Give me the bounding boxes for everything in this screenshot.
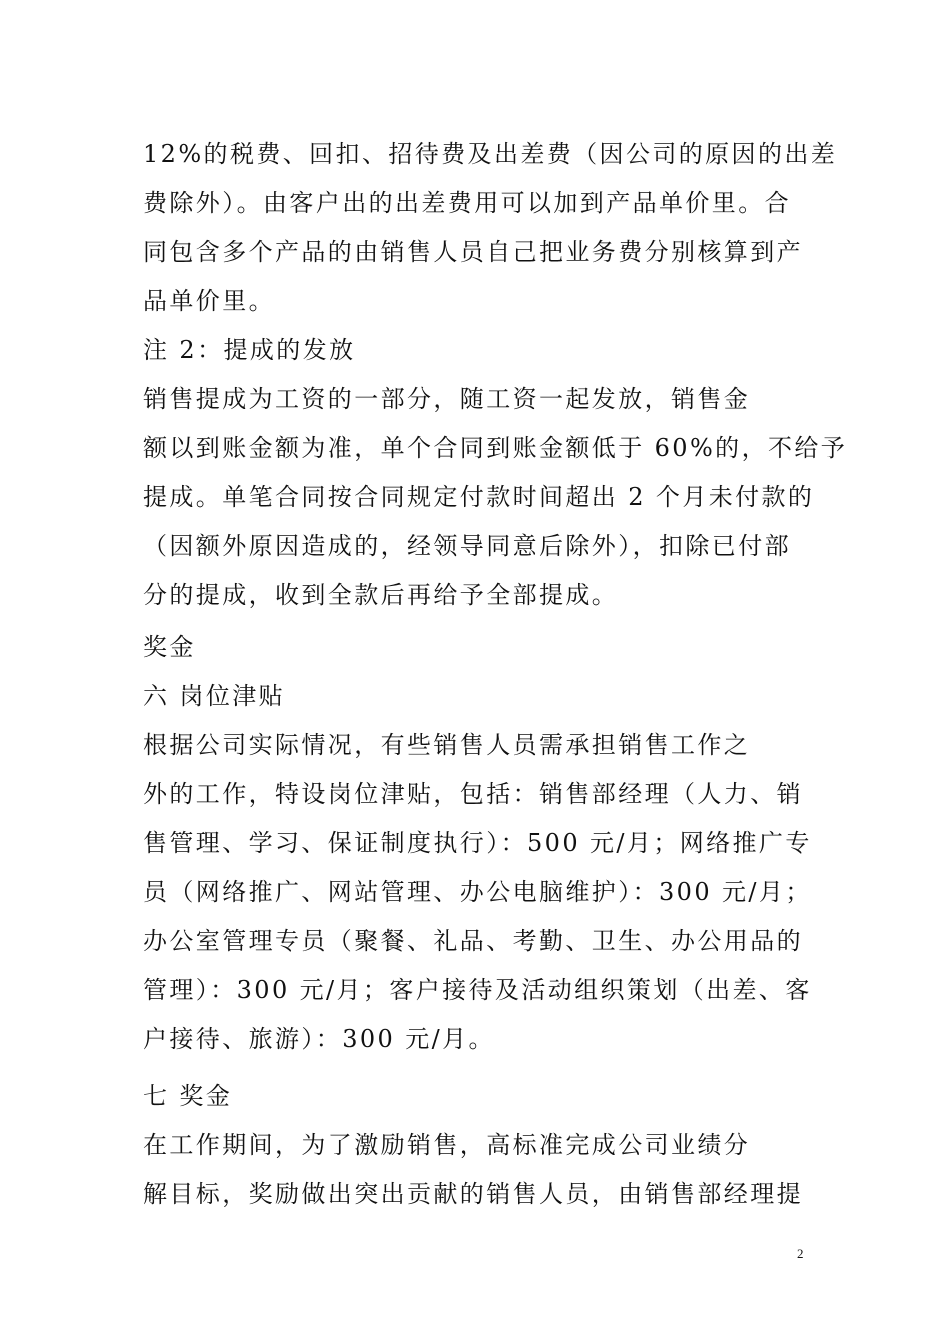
section-heading: 奖金 [143, 633, 196, 661]
body-text-line: 同包含多个产品的由销售人员自己把业务费分别核算到产 [143, 238, 803, 266]
body-text-line: 额以到账金额为准，单个合同到账金额低于 60%的，不给予 [143, 434, 848, 462]
body-text-line: 12%的税费、回扣、招待费及出差费（因公司的原因的出差 [143, 140, 838, 168]
body-text-line: 提成。单笔合同按合同规定付款时间超出 2 个月未付款的 [143, 483, 815, 511]
section-heading: 六 岗位津贴 [143, 682, 286, 710]
paragraph-first-line: 根据公司实际情况，有些销售人员需承担销售工作之 [143, 731, 751, 759]
body-text-line: 分的提成，收到全款后再给予全部提成。 [143, 581, 619, 609]
section-heading: 七 奖金 [143, 1082, 233, 1110]
body-text-line: 员（网络推广、网站管理、办公电脑维护）：300 元/月； [143, 878, 812, 906]
page-number: 2 [797, 1246, 804, 1261]
body-text-line: 售管理、学习、保证制度执行）：500 元/月；网络推广专 [143, 829, 812, 857]
paragraph-first-line: 在工作期间，为了激励销售，高标准完成公司业绩分 [143, 1131, 751, 1159]
body-text-line: 户接待、旅游）：300 元/月。 [143, 1025, 495, 1053]
body-text-line: （因额外原因造成的，经领导同意后除外），扣除已付部 [143, 532, 791, 560]
body-text-line: 外的工作，特设岗位津贴，包括：销售部经理（人力、销 [143, 780, 803, 808]
body-text-line: 管理）：300 元/月；客户接待及活动组织策划（出差、客 [143, 976, 812, 1004]
section-heading: 注 2：提成的发放 [143, 336, 356, 364]
body-text-line: 解目标，奖励做出突出贡献的销售人员，由销售部经理提 [143, 1180, 803, 1208]
body-text-line: 办公室管理专员（聚餐、礼品、考勤、卫生、办公用品的 [143, 927, 803, 955]
paragraph-first-line: 销售提成为工资的一部分，随工资一起发放，销售金 [143, 385, 751, 413]
body-text-line: 费除外）。由客户出的出差费用可以加到产品单价里。合 [143, 189, 791, 217]
body-text-line: 品单价里。 [143, 287, 275, 315]
